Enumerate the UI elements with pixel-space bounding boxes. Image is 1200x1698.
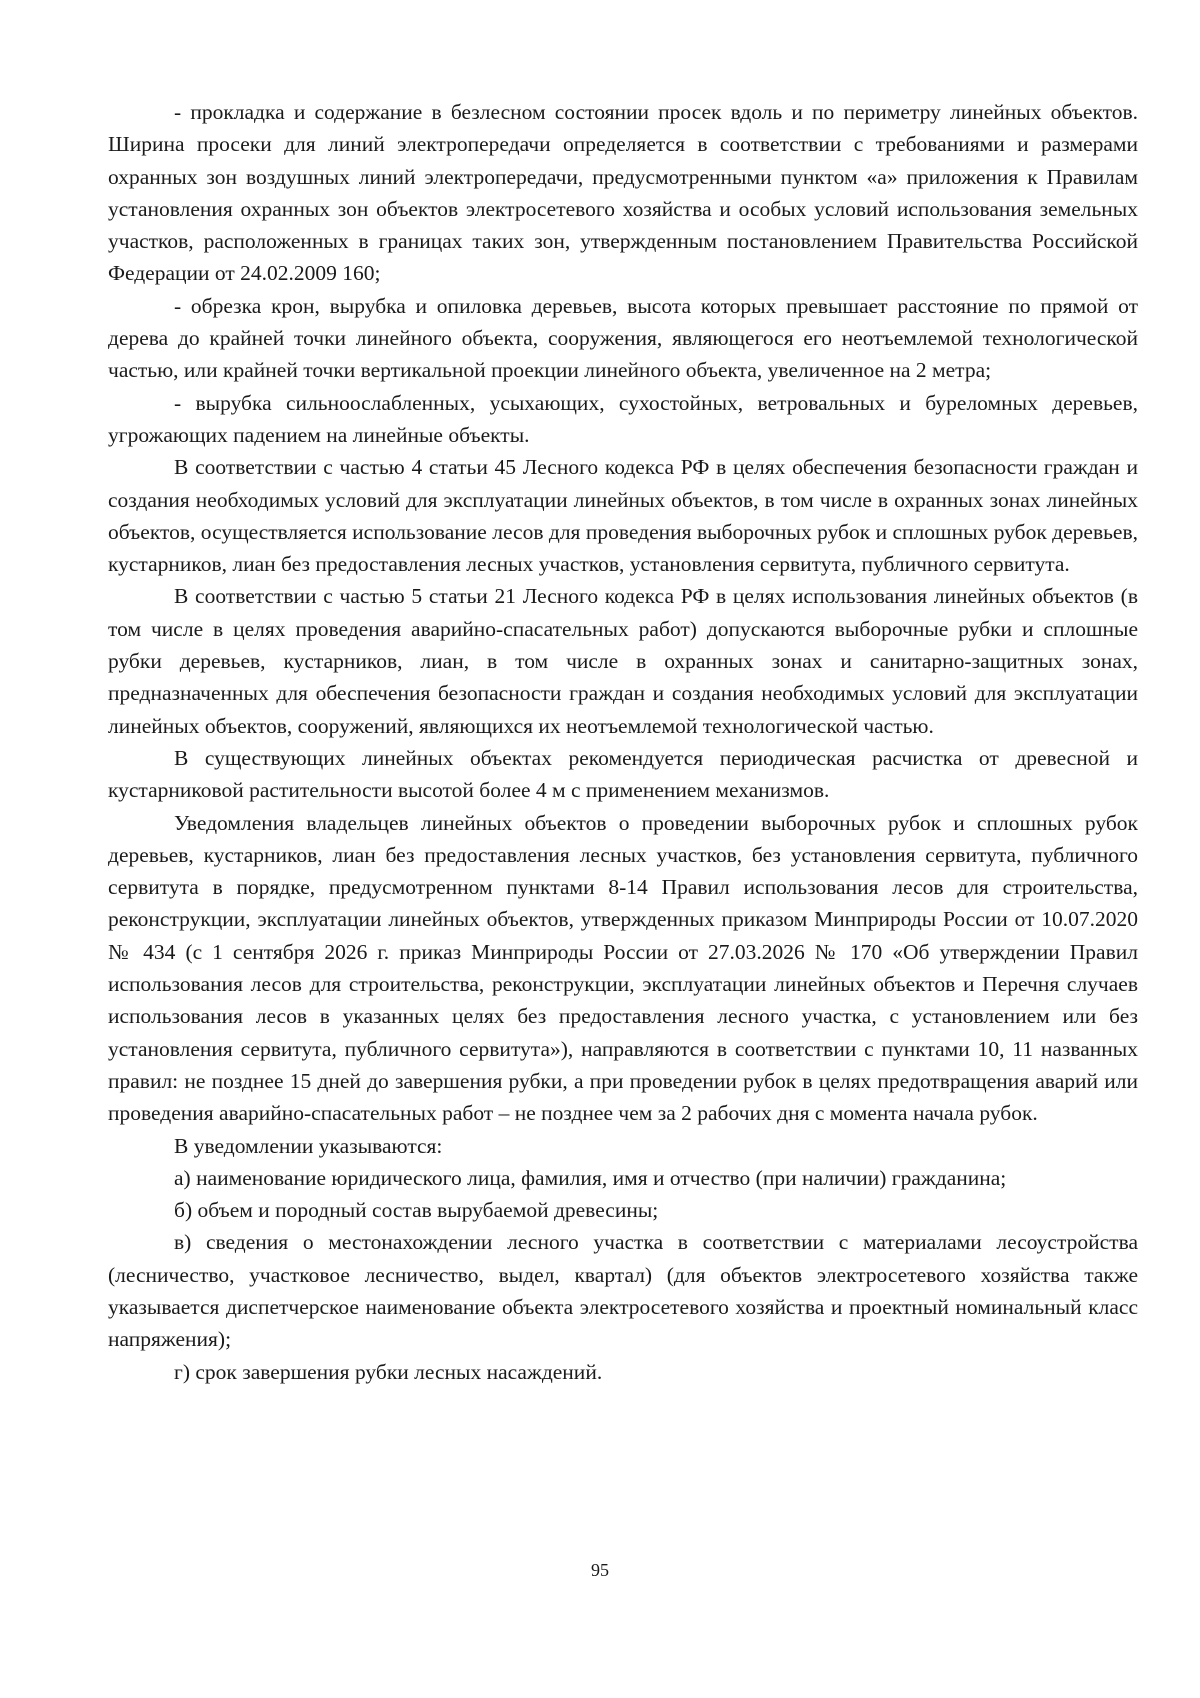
list-item-b: б) объем и породный состав вырубаемой древесины; (174, 1198, 659, 1223)
paragraph-notification-contents: В уведомлении указываются: (174, 1133, 443, 1158)
list-item-a: а) наименование юридического лица, фамилия, имя и отчество (при наличии) гражданина; (174, 1165, 1007, 1190)
paragraph-crown-trimming: - обрезка крон, вырубка и опиловка деревьев, высота которых превышает расстояние по прямой от дерева до крайней точки линейного объекта, сооружения, являющегося его неотъемлемой технологической частью, или крайней точки вертикальной проекции линейного объекта, увеличенное на 2 метра; (108, 293, 1138, 383)
paragraph-weak-trees: - вырубка сильноослабленных, усыхающих, сухостойных, ветровальных и буреломных деревьев, угрожающих падением на линейные объекты. (108, 390, 1138, 447)
page-number: 95 (591, 1560, 609, 1580)
list-item-v: в) сведения о местонахождении лесного участка в соответствии с материалами лесоустройства (лесничество, участковое лесничество, выдел, квартал) (для объектов электросетевого хозяйства также указывается диспетчерское наименование объекта электросетевого хозяйства и проектный номинальный класс напряжения); (108, 1230, 1138, 1352)
paragraph-clearing: - прокладка и содержание в безлесном состоянии просек вдоль и по периметру линейных объектов. Ширина просеки для линий электропередачи определяется в соответствии с требованиями и размерами охранных зон воздушных линий электропередачи, предусмотренными пунктом «а» приложения к Правилам установления охранных зон объектов электросетевого хозяйства и особых условий использования земельных участков, расположенных в границах таких зон, утвержденным постановлением Правительства Российской Федерации от 24.02.2009 160; (108, 100, 1138, 286)
paragraph-notifications: Уведомления владельцев линейных объектов о проведении выборочных рубок и сплошных рубок деревьев, кустарников, лиан без предоставления лесных участков, без установления сервитута, публичного сервитута в порядке, предусмотренном пунктами 8-14 Правил использования лесов для строительства, реконструкции, эксплуатации линейных объектов, утвержденных приказом Минприроды России от 10.07.2020 № 434 (с 1 сентября 2026 г. приказ Минприроды России от 27.03.2026 № 170 «Об утверждении Правил использования лесов для строительства, реконструкции, эксплуатации линейных объектов и Перечня случаев использования лесов в указанных целях без предоставления лесного участка, с установлением или без установления сервитута, публичного сервитута»), направляются в соответствии с пунктами 10, 11 названных правил: не позднее 15 дней до завершения рубки, а при проведении рубок в целях предотвращения аварий или проведения аварийно-спасательных работ – не позднее чем за 2 рабочих дня с момента начала рубок. (108, 810, 1138, 1126)
paragraph-article-45: В соответствии с частью 4 статьи 45 Лесного кодекса РФ в целях обеспечения безопасности граждан и создания необходимых условий для эксплуатации линейных объектов, в том числе в охранных зонах линейных объектов, осуществляется использование лесов для проведения выборочных рубок и сплошных рубок деревьев, кустарников, лиан без предоставления лесных участков, установления сервитута, публичного сервитута. (108, 455, 1138, 577)
paragraph-periodic-clearing: В существующих линейных объектах рекомендуется периодическая расчистка от древесной и кустарниковой растительности высотой более 4 м с применением механизмов. (108, 745, 1138, 803)
paragraph-article-21: В соответствии с частью 5 статьи 21 Лесного кодекса РФ в целях использования линейных объектов (в том числе в целях проведения аварийно-спасательных работ) допускаются выборочные рубки и сплошные рубки деревьев, кустарников, лиан, в том числе в охранных зонах и санитарно-защитных зонах, предназначенных для обеспечения безопасности граждан и создания необходимых условий для эксплуатации линейных объектов, сооружений, являющихся их неотъемлемой технологической частью. (108, 584, 1138, 738)
list-item-g: г) срок завершения рубки лесных насаждений. (174, 1359, 603, 1384)
document-body (108, 96, 1138, 1388)
